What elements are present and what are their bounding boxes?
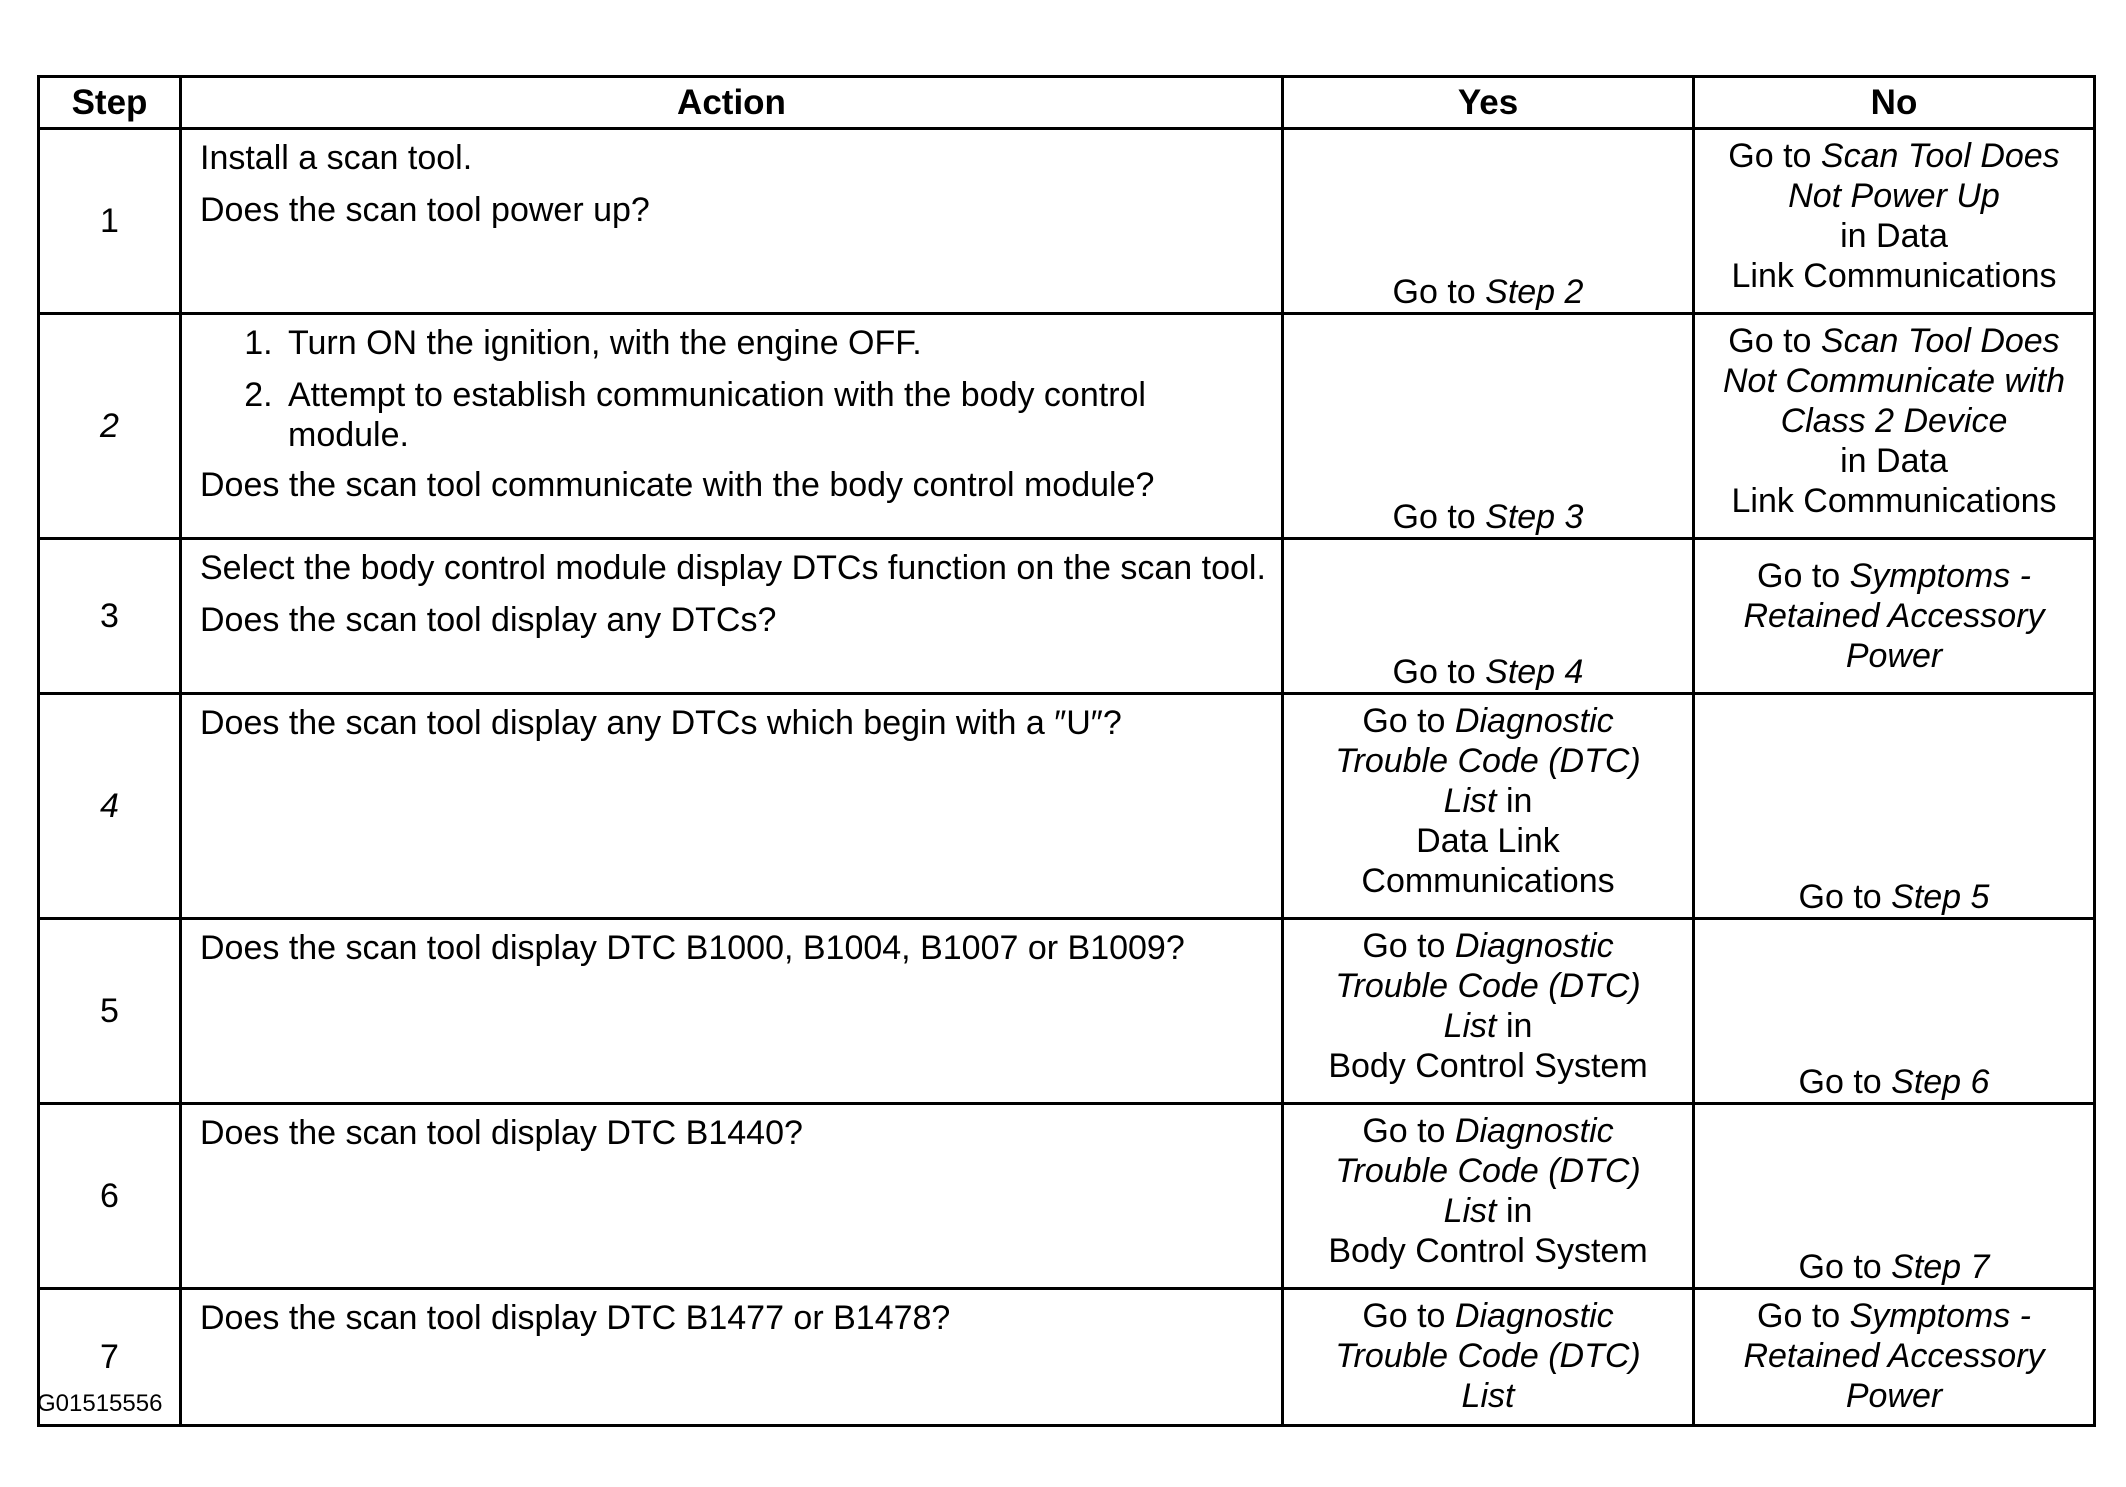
no-line-link[interactable]: Scan Tool Does [1820,137,2060,175]
no-line-link[interactable]: Not Communicate with [1722,362,2065,400]
yes-line[interactable] [1284,1296,1692,1336]
yes-line[interactable] [1284,741,1692,781]
action-list-item: 2. Attempt to establish communication with the body control module. [282,375,1267,455]
no-cell [1694,129,2095,314]
yes-line[interactable] [1284,1376,1692,1416]
table-row [39,314,2095,539]
yes-line-prefix: Go to [1362,1112,1455,1150]
action-question: Does the scan tool display DTC B1440? [200,1114,803,1152]
no-line-prefix: Go to [1757,1297,1850,1335]
no-goto[interactable] [1695,877,2093,917]
no-goto-prefix: Go to [1798,878,1892,916]
yes-cell [1283,694,1694,919]
table-row [39,1289,2095,1426]
yes-goto-link[interactable]: Step 2 [1485,273,1584,311]
no-line[interactable] [1695,1376,2093,1416]
no-line[interactable] [1695,1296,2093,1336]
no-line-link[interactable]: Power [1845,1377,1943,1415]
action-cell [181,314,1283,539]
yes-goto-link[interactable]: Step 4 [1485,653,1584,691]
no-goto[interactable] [1695,1247,2093,1287]
table-row [39,1104,2095,1289]
no-line[interactable] [1695,596,2093,636]
no-line: Link Communications [1731,482,2057,520]
step-number: 3 [39,539,181,694]
action-cell [181,129,1283,314]
yes-line-prefix: Go to [1362,702,1455,740]
yes-line-link[interactable]: Trouble Code (DTC) [1335,1337,1641,1375]
header-yes: Yes [1283,77,1694,129]
yes-line-link[interactable]: Trouble Code (DTC) [1335,1152,1641,1190]
no-line-link[interactable]: Scan Tool Does [1820,322,2060,360]
no-goto[interactable] [1695,1062,2093,1102]
yes-line-suffix: in [1496,1007,1533,1045]
no-goto-link[interactable]: Step 7 [1891,1248,1990,1286]
no-line-link[interactable]: Power [1845,637,1943,675]
yes-line-link[interactable]: List [1443,782,1497,820]
no-goto-prefix: Go to [1798,1248,1892,1286]
no-line-prefix: Go to [1728,322,1821,360]
header-row [39,77,2095,129]
yes-line-link[interactable]: Trouble Code (DTC) [1335,742,1641,780]
no-line-link[interactable]: Retained Accessory [1743,1337,2045,1375]
no-line[interactable] [1695,556,2093,596]
step-number: 2 [39,314,181,539]
header-no: No [1694,77,2095,129]
no-line-link[interactable]: Not Power Up [1788,177,2000,215]
step-number: 5 [39,919,181,1104]
yes-cell [1283,1289,1694,1426]
action-list [200,323,1267,455]
yes-line[interactable] [1284,926,1692,966]
step-number: 7 [39,1289,181,1426]
table-row [39,694,2095,919]
yes-cell [1283,539,1694,694]
action-cell [181,1104,1283,1289]
no-line[interactable] [1695,1336,2093,1376]
yes-line-link[interactable]: List [1443,1192,1497,1230]
diagnostic-table [37,75,2096,1427]
header-step: Step [39,77,181,129]
table-row [39,919,2095,1104]
yes-goto[interactable] [1284,652,1692,692]
yes-goto-prefix: Go to [1392,273,1486,311]
yes-line[interactable] [1284,1151,1692,1191]
yes-goto[interactable] [1284,272,1692,312]
figure-id: G01515556 [37,1390,163,1417]
no-line[interactable] [1695,136,2093,176]
action-cell [181,1289,1283,1426]
step-number: 6 [39,1104,181,1289]
yes-line-link[interactable]: Trouble Code (DTC) [1335,967,1641,1005]
yes-line-suffix: in [1496,1192,1533,1230]
yes-line-link[interactable]: Diagnostic [1454,702,1614,740]
yes-line-prefix: Go to [1362,1297,1455,1335]
no-line-link[interactable]: Symptoms - [1849,1297,2031,1335]
yes-line: Body Control System [1328,1047,1648,1085]
yes-goto-prefix: Go to [1392,498,1486,536]
no-cell [1694,314,2095,539]
action-question: Does the scan tool display DTC B1477 or B1478? [200,1299,951,1337]
table-row [39,129,2095,314]
action-question: Does the scan tool display any DTCs which begin with a ″U″? [200,704,1122,742]
no-line-link[interactable]: Class 2 Device [1780,402,2008,440]
yes-line-link[interactable]: Diagnostic [1454,1112,1614,1150]
yes-cell [1283,1104,1694,1289]
action-text: Select the body control module display DTCs function on the scan tool. [200,549,1266,587]
yes-line-prefix: Go to [1362,927,1455,965]
no-goto-prefix: Go to [1798,1063,1892,1101]
no-cell [1694,1104,2095,1289]
yes-line-suffix: in [1496,782,1533,820]
yes-goto-prefix: Go to [1392,653,1486,691]
no-line: in Data [1840,217,1948,255]
no-line: Link Communications [1731,257,2057,295]
no-cell [1694,694,2095,919]
no-cell [1694,539,2095,694]
yes-line: Body Control System [1328,1232,1648,1270]
yes-line: Communications [1361,862,1615,900]
yes-line[interactable] [1284,701,1692,741]
yes-goto[interactable] [1284,497,1692,537]
yes-cell [1283,314,1694,539]
action-question: Does the scan tool communicate with the body control module? [200,466,1155,504]
yes-line[interactable] [1284,1336,1692,1376]
no-line[interactable] [1695,176,2093,216]
no-goto-link[interactable]: Step 5 [1891,878,1990,916]
no-line[interactable] [1695,636,2093,676]
table-row [39,539,2095,694]
no-line-prefix: Go to [1728,137,1821,175]
action-question: Does the scan tool display DTC B1000, B1004, B1007 or B1009? [200,929,1185,967]
yes-line-link[interactable]: List [1461,1377,1515,1415]
yes-goto-link[interactable]: Step 3 [1485,498,1584,536]
no-cell [1694,919,2095,1104]
action-question: Does the scan tool power up? [200,191,650,229]
yes-cell [1283,129,1694,314]
yes-line: Data Link [1416,822,1560,860]
yes-line[interactable] [1284,781,1692,821]
no-line: in Data [1840,442,1948,480]
no-line[interactable] [1695,401,2093,441]
no-line-link[interactable]: Retained Accessory [1743,597,2045,635]
no-line[interactable] [1695,321,2093,361]
no-cell [1694,1289,2095,1426]
no-line-prefix: Go to [1757,557,1850,595]
yes-cell [1283,919,1694,1104]
yes-line[interactable] [1284,1006,1692,1046]
step-number: 1 [39,129,181,314]
no-line-link[interactable]: Symptoms - [1849,557,2031,595]
step-number: 4 [39,694,181,919]
action-cell [181,919,1283,1104]
action-text: Install a scan tool. [200,139,473,177]
no-line[interactable] [1695,361,2093,401]
yes-line-link[interactable]: Diagnostic [1454,927,1614,965]
action-cell [181,694,1283,919]
action-question: Does the scan tool display any DTCs? [200,601,777,639]
no-goto-link[interactable]: Step 6 [1891,1063,1990,1101]
yes-line[interactable] [1284,1191,1692,1231]
header-action: Action [181,77,1283,129]
yes-line[interactable] [1284,966,1692,1006]
yes-line-link[interactable]: Diagnostic [1454,1297,1614,1335]
action-cell [181,539,1283,694]
yes-line[interactable] [1284,1111,1692,1151]
action-list-item: 1. Turn ON the ignition, with the engine OFF. [282,323,1267,363]
yes-line-link[interactable]: List [1443,1007,1497,1045]
